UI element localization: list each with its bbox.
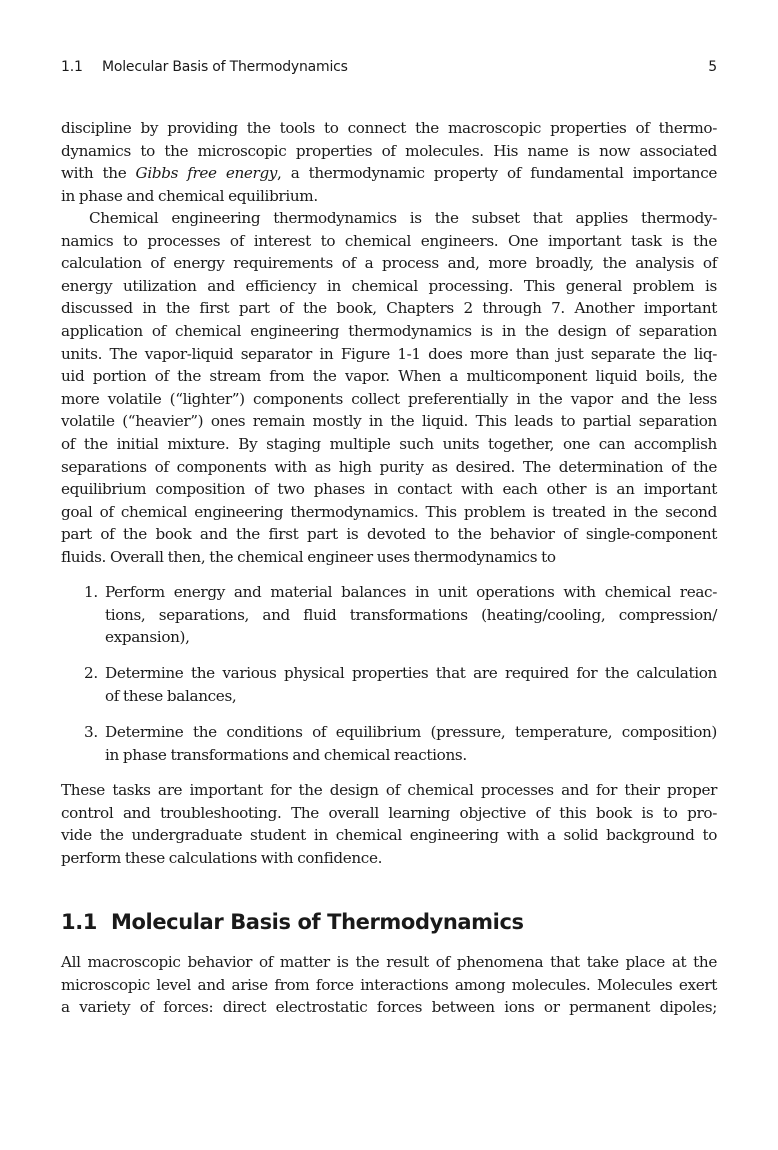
text-fragment: with the [61, 164, 136, 183]
list-item-number: 1. [84, 583, 98, 601]
text-line: Perform energy and material balances in unit operations with chemical reac- [105, 583, 717, 601]
running-head-section-number: 1.1 [61, 59, 83, 75]
text-line: All macroscopic behavior of matter is the result of phenomena that take place at the [61, 953, 717, 971]
paragraph-chemical-engineering-thermodynamics [61, 207, 717, 569]
text-line: expansion), [105, 628, 190, 647]
text-line: goal of chemical engineering thermodynamics. This problem is treated in the second [61, 502, 717, 521]
text-line: discussed in the first part of the book, Chapters 2 through 7. Another important [61, 299, 717, 318]
text-line: part of the book and the first part is devoted to the behavior of single-component [61, 525, 717, 544]
text-line: of the initial mixture. By staging multiple such units together, one can accomplish [61, 434, 717, 453]
text-line: perform these calculations with confidence. [61, 848, 383, 867]
text-line: Determine the various physical properties that are required for the calculation [105, 664, 717, 682]
list-item-body [105, 721, 717, 766]
text-line: more volatile (“lighter”) components collect preferentially in the vapor and the less [61, 389, 717, 408]
emphasis-gibbs-free-energy: Gibbs free energy [135, 164, 278, 183]
text-line: in phase and chemical equilibrium. [61, 186, 318, 205]
text-line: dynamics to the microscopic properties of molecules. His name is now associated [61, 141, 717, 160]
text-line: equilibrium composition of two phases in contact with each other is an important [61, 480, 717, 499]
text-line: uid portion of the stream from the vapor. When a multicomponent liquid boils, the [61, 367, 717, 386]
text-line: namics to processes of interest to chemical engineers. One important task is the [61, 231, 717, 250]
text-line: microscopic level and arise from force interactions among molecules. Molecules exert [61, 975, 717, 994]
text-line: tions, separations, and fluid transformations (heating/cooling, compression/ [105, 605, 717, 624]
list-item-body [105, 662, 717, 707]
text-line: application of chemical engineering thermodynamics is in the design of separation [61, 321, 717, 340]
text-line: discipline by providing the tools to connect the macroscopic properties of thermo- [61, 119, 717, 137]
text-line: fluids. Overall then, the chemical engineer uses thermodynamics to [61, 547, 556, 566]
list-item-number: 2. [84, 664, 98, 682]
text-line: control and troubleshooting. The overall learning objective of this book is to pro- [61, 803, 717, 822]
text-line: Chemical engineering thermodynamics is the subset that applies thermody- [89, 209, 717, 227]
text-fragment: , a thermodynamic property of fundamental importance [277, 164, 717, 183]
text-line: units. The vapor-liquid separator in Figure 1-1 does more than just separate the liq- [61, 344, 717, 363]
text-line: volatile (“heavier”) ones remain mostly in the liquid. This leads to partial separation [61, 412, 717, 431]
text-line: vide the undergraduate student in chemical engineering with a solid background to [61, 826, 717, 845]
running-head [61, 59, 717, 79]
paragraph-gibbs [61, 117, 717, 207]
paragraph-learning-objective [61, 779, 717, 869]
text-line: calculation of energy requirements of a process and, more broadly, the analysis of [61, 254, 717, 273]
paragraph-macroscopic-behavior [61, 951, 717, 1019]
page-number: 5 [708, 59, 717, 75]
text-line: energy utilization and efficiency in chemical processing. This general problem is [61, 276, 717, 295]
text-line: separations of components with as high purity as desired. The determination of the [61, 457, 717, 476]
section-title: Molecular Basis of Thermodynamics [111, 910, 524, 934]
text-line: a variety of forces: direct electrostatic forces between ions or permanent dipoles; [61, 998, 717, 1017]
list-item-number: 3. [84, 723, 98, 741]
text-line: of these balances, [105, 686, 237, 705]
text-line: These tasks are important for the design of chemical processes and for their proper [61, 781, 717, 799]
running-head-section-title: Molecular Basis of Thermodynamics [102, 59, 348, 75]
text-line [61, 162, 717, 185]
text-line: in phase transformations and chemical reactions. [105, 745, 467, 764]
section-number: 1.1 [61, 910, 98, 934]
text-line: Determine the conditions of equilibrium (pressure, temperature, composition) [105, 723, 717, 741]
list-item-body [105, 581, 717, 649]
